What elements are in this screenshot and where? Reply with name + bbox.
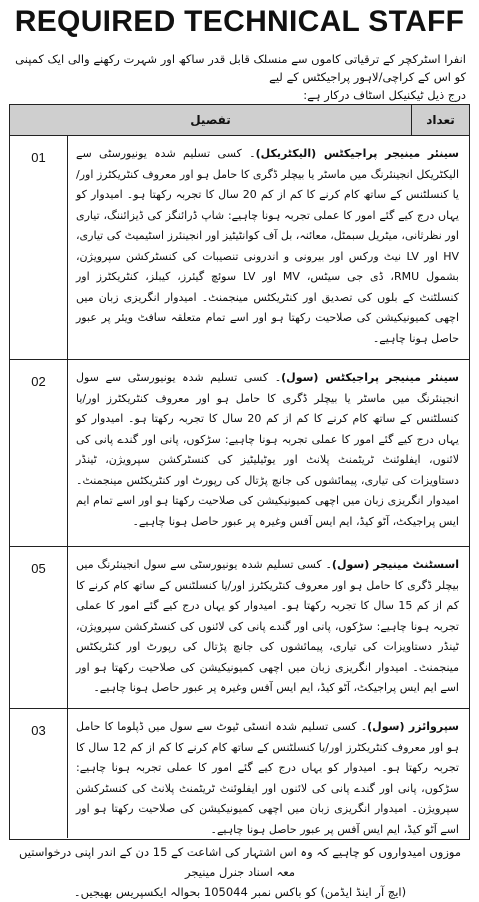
intro-paragraph [14, 50, 466, 104]
ad-title: REQUIRED TECHNICAL STAFF [14, 5, 465, 38]
position-heading: سینئر مینیجر پراجیکٹس (الیکٹریکل) [255, 147, 459, 160]
header-count: تعداد [411, 105, 469, 135]
position-description [68, 547, 469, 708]
position-body: ۔ کسی تسلیم شدہ یونیورسٹی سے الیکٹریکل انجینئرنگ میں ماسٹر یا بیچلر ڈگری کا حامل ہو اور معروف کنٹریکٹرز اور/یا کنسلٹنس کے ساتھ کام کرنے کا کم از کم 20 سال کا تجربہ رکھتا ہو۔ امیدوار کو یہاں درج کیے گئے امور کا عملی تجربہ ہونا چاہیے: شاپ ڈرائنگز کی ڈیزائننگ، تیاری اور نظرثانی، میٹریل سبمٹل، معائنہ، بل آف کوانٹیٹیز اور انجینئرز اسٹیمیٹ کی تیاری، HV اور LV نیٹ ورکس اور بیرونی و اندرونی تنصیبات کی کنسٹرکشن سپرویژن، بشمول RMU، ڈی جی سیٹس، MV اور LV سوئچ گیئرز، کیبلز، کنٹریکٹرز اور کنسلٹنٹ کے بلوں کی تصدیق اور کنٹریکٹس مینجمنٹ۔ امیدوار انگریزی زبان میں اچھی کمیونیکیشن کی صلاحیت رکھتا ہو اور اسے تمام متعلقہ سافٹ ویئر پر عبور حاصل ہونا چاہیے۔ [76, 147, 459, 345]
position-body: ۔ کسی تسلیم شدہ یونیورسٹی سے سول انجینئرنگ میں ماسٹر یا بیچلر ڈگری کا حامل ہو اور معروف کنٹریکٹرز اور/یا کنسلٹنس کے ساتھ کام کرنے کا کم از کم 20 سال کا تجربہ رکھتا ہو۔ امیدوار کو یہاں درج کیے گئے امور کا عملی تجربہ ہونا چاہیے: سڑکوں، پانی اور گندے پانی کی لائنوں، ایفلوئنٹ ٹریٹمنٹ پلانٹ اور یوٹیلیٹیز کی کنسٹرکشن سپرویژن، ٹینڈر دستاویزات کی تیاری، پیمائشوں کی جانچ پڑتال کی رپورٹ اور کنٹریکٹس مینجمنٹ۔ امیدوار انگریزی زبان میں اچھی کمیونیکیشن کی صلاحیت رکھتا ہو اور اسے تمام ایم ایس پراجیکٹ، آٹو کیڈ، ایم ایس آفس وغیرہ پر عبور حاصل ہونا چاہیے۔ [76, 371, 459, 528]
table-row [10, 360, 469, 547]
table-row [10, 709, 469, 838]
position-description [68, 136, 469, 359]
intro-line-1: انفرا اسٹرکچر کے ترقیاتی کاموں سے منسلک قابل قدر ساکھ اور شہرت رکھنے والی ایک کمپنی کو اس کے کراچی/لاہور پراجیکٹس کے لیے [15, 52, 466, 84]
table-header [10, 105, 469, 136]
position-count: 01 [10, 136, 68, 359]
position-description [68, 709, 469, 838]
position-description [68, 360, 469, 546]
header-details: تفصیل [190, 113, 231, 127]
footer-line-1: موزوں امیدواروں کو چاہیے کہ وہ اس اشتہار کی اشاعت کے 15 دن کے اندر اپنی درخواستیں معہ اسناد جنرل مینیجر [19, 845, 461, 879]
application-instructions [14, 842, 466, 902]
table-row [10, 136, 469, 360]
position-count: 03 [10, 709, 68, 838]
footer-line-2: (ایچ آر اینڈ ایڈمن) کو باکس نمبر 105044 بحوالہ ایکسپریس بھیجیں۔ [73, 885, 407, 899]
position-heading: اسسٹنٹ مینیجر (سول) [331, 558, 459, 571]
table-row [10, 547, 469, 709]
position-count: 05 [10, 547, 68, 708]
intro-line-2: درج ذیل ٹیکنیکل اسٹاف درکار ہے: [303, 88, 466, 102]
position-body: ۔ کسی تسلیم شدہ یونیورسٹی سے سول انجینئرنگ میں بیچلر ڈگری کا حامل ہو اور معروف کنٹریکٹرز اور/یا کنسلٹنس کے ساتھ کام کرنے کا کم از کم 15 سال کا تجربہ رکھتا ہو۔ امیدوار کو یہاں درج کیے گئے امور کا عملی تجربہ ہونا چاہیے: سڑکوں، پانی اور گندے پانی کی لائنوں کی کنسٹرکشن سپرویژن، ٹینڈر دستاویزات کی تیاری، پیمائشوں کی جانچ پڑتال کی رپورٹ اور کنٹریکٹس مینجمنٹ۔ امیدوار انگریزی زبان میں اچھی کمیونیکیشن کی صلاحیت رکھتا ہو اور اسے ایم ایس پراجیکٹ، آٹو کیڈ، ایم ایس آفس وغیرہ پر عبور حاصل ہونا چاہیے۔ [76, 558, 459, 694]
position-body: ۔ کسی تسلیم شدہ انسٹی ٹیوٹ سے سول میں ڈپلوما کا حامل ہو اور معروف کنٹریکٹرز اور/یا کنسلٹنس کے ساتھ کام کرنے کا کم از کم 12 سال کا تجربہ رکھتا ہو۔ امیدوار کو یہاں درج کیے گئے امور کا عملی تجربہ ہونا چاہیے: سڑکوں، پانی اور گندے پانی کی لائنوں اور ایفلوئنٹ ٹریٹمنٹ پلانٹ کی کنسٹرکشن سپرویژن۔ امیدوار انگریزی زبان میں اچھی کمیونیکیشن کی صلاحیت رکھتا ہو اور اسے آٹو کیڈ، ایم ایس آفس پر عبور حاصل ہونا چاہیے۔ [76, 720, 459, 836]
position-heading: سینئر مینیجر پراجیکٹس (سول) [281, 371, 459, 384]
positions-table [9, 104, 470, 840]
position-count: 02 [10, 360, 68, 546]
position-heading: سپروائزر (سول) [367, 720, 459, 733]
